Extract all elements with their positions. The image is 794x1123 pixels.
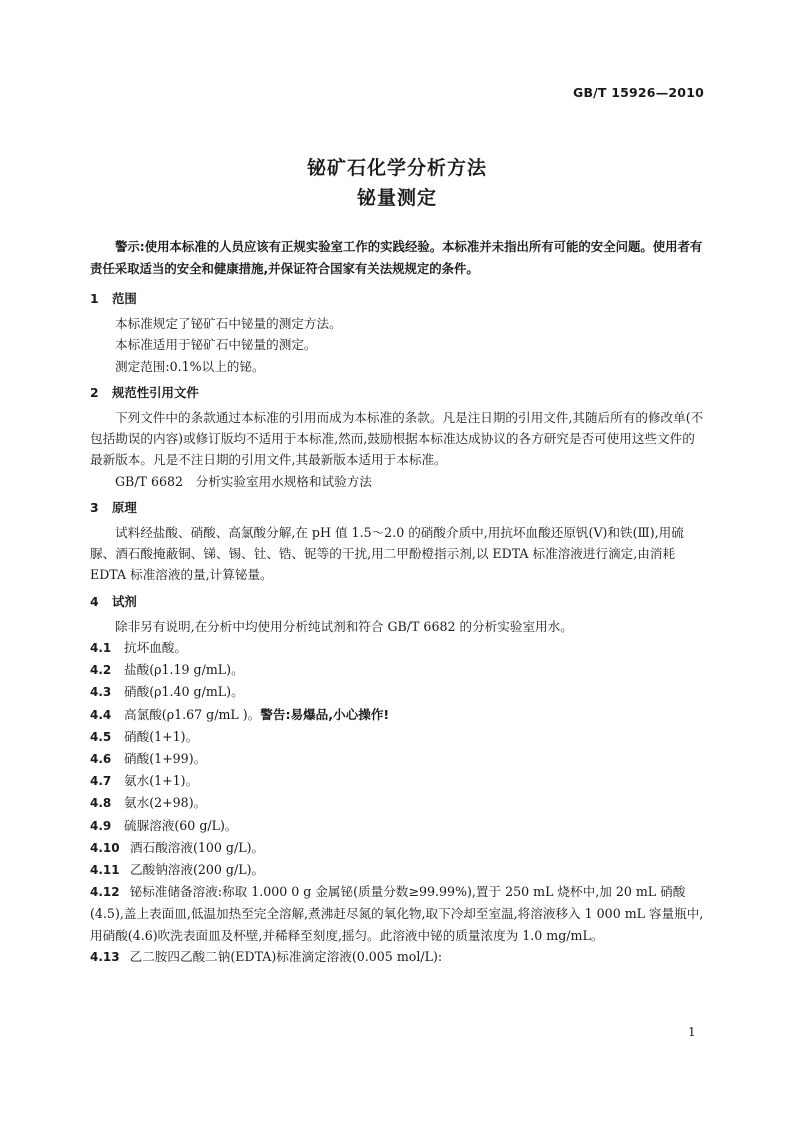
- item-number: 4.1: [90, 641, 112, 656]
- item-text: 乙酸钠溶液(200 g/L)。: [130, 862, 265, 878]
- reagent-item: [90, 659, 706, 681]
- item-number: 4.8: [90, 796, 112, 811]
- reagent-item: [90, 859, 706, 881]
- section-number: 3: [90, 499, 99, 515]
- section-title: 范围: [112, 291, 137, 306]
- reagent-item: [90, 704, 706, 726]
- item-text: 硫脲溶液(60 g/L)。: [124, 817, 238, 833]
- item-number: 4.10: [90, 840, 120, 855]
- section-number: 1: [90, 291, 99, 306]
- scope-paragraph: 测定范围:0.1%以上的铋。: [115, 358, 265, 374]
- item-text: 盐酸(ρ1.19 g/mL)。: [124, 662, 244, 678]
- item-text: 抗坏血酸。: [124, 640, 187, 656]
- document-title: 铋矿石化学分析方法: [306, 157, 487, 179]
- item-number: 4.11: [90, 863, 120, 878]
- reagent-item: [90, 748, 706, 770]
- reagent-item: [90, 815, 706, 837]
- principle-paragraph: 试料经盐酸、硝酸、高氯酸分解,在 pH 值 1.5～2.0 的硝酸介质中,用抗坏血酸还原钒(Ⅴ)和铁(Ⅲ),用硫脲、酒石酸掩蔽铜、锑、锡、钍、锆、铌等的干扰,用二甲酚橙指示剂,以 EDTA 标准溶液进行滴定,由消耗 EDTA 标准溶液的量,计算铋量。: [90, 525, 684, 583]
- item-text: 硝酸(ρ1.40 g/mL)。: [124, 684, 244, 700]
- item-text: 氨水(2+98)。: [124, 795, 207, 811]
- section-heading-references: [90, 382, 706, 403]
- reference-entry: GB/T 6682 分析实验室用水规格和试验方法: [115, 473, 372, 489]
- item-text: 硝酸(1+99)。: [124, 751, 207, 767]
- document-body: [90, 236, 706, 968]
- item-number: 4.12: [90, 885, 120, 900]
- section-title: 原理: [112, 499, 137, 515]
- reagent-item: [90, 726, 706, 748]
- reagents-intro: 除非另有说明,在分析中均使用分析纯试剂和符合 GB/T 6682 的分析实验室用水。: [115, 618, 573, 634]
- section-heading-reagents: [90, 591, 706, 612]
- standard-code: GB/T 15926—2010: [572, 85, 704, 100]
- item-number: 4.6: [90, 752, 112, 767]
- references-paragraph: 下列文件中的条款通过本标准的引用而成为本标准的条款。凡是注日期的引用文件,其随后所有的修改单(不包括勘误的内容)或修订版均不适用于本标准,然而,鼓励根据本标准达成协议的各方研究是否可使用这些文件的最新版本。凡是不注日期的引用文件,其最新版本适用于本标准。: [90, 410, 704, 468]
- section-title: 规范性引用文件: [112, 384, 199, 400]
- reagent-item: [90, 637, 706, 659]
- reagent-item-bismuth-standard: [90, 881, 706, 946]
- item-number: 4.3: [90, 685, 112, 700]
- explosive-warning: 警告:易爆品,小心操作!: [260, 706, 390, 722]
- item-text: 铋标准储备溶液:称取 1.000 0 g 金属铋(质量分数≥99.99%),置于 250 mL 烧杯中,加 20 mL 硝酸(4.5),盖上表面皿,低温加热至完全溶解,煮沸赶尽氮的氧化物,取下冷却至室温,将溶液移入 1 000 mL 容量瓶中,用硝酸(4.6)吹洗表面皿及杯壁,并稀释至刻度,摇匀。此溶液中铋的质量浓度为 1.0 mg/mL。: [90, 884, 704, 943]
- reagent-item-edta: [90, 946, 706, 968]
- scope-paragraph: 本标准适用于铋矿石中铋量的测定。: [115, 337, 317, 353]
- reagent-item: [90, 770, 706, 792]
- section-number: 4: [90, 593, 99, 609]
- reagent-item: [90, 837, 706, 859]
- page-number: 1: [688, 1025, 696, 1039]
- item-number: 4.9: [90, 818, 112, 833]
- item-number: 4.4: [90, 707, 112, 722]
- reagent-item: [90, 681, 706, 703]
- reagent-item: [90, 792, 706, 814]
- scope-paragraph: 本标准规定了铋矿石中铋量的测定方法。: [115, 316, 342, 332]
- document-subtitle: 铋量测定: [356, 187, 437, 209]
- item-number: 4.7: [90, 774, 112, 789]
- item-text: 硝酸(1+1)。: [124, 728, 199, 744]
- item-number: 4.2: [90, 663, 112, 678]
- item-text: 高氯酸(ρ1.67 g/mL )。: [124, 706, 261, 722]
- section-number: 2: [90, 384, 99, 400]
- section-heading-scope: [90, 288, 706, 309]
- section-title: 试剂: [112, 593, 137, 609]
- section-heading-principle: [90, 497, 706, 518]
- item-number: 4.13: [90, 949, 120, 964]
- item-text: 氨水(1+1)。: [124, 773, 199, 789]
- safety-warning: 警示:使用本标准的人员应该有正规实验室工作的实践经验。本标准并未指出所有可能的安全问题。使用者有责任采取适当的安全和健康措施,并保证符合国家有关法规规定的条件。: [90, 239, 703, 276]
- item-text: 乙二胺四乙酸二钠(EDTA)标准滴定溶液(0.005 mol/L):: [129, 948, 443, 964]
- item-text: 酒石酸溶液(100 g/L)。: [130, 839, 265, 855]
- item-number: 4.5: [90, 729, 112, 744]
